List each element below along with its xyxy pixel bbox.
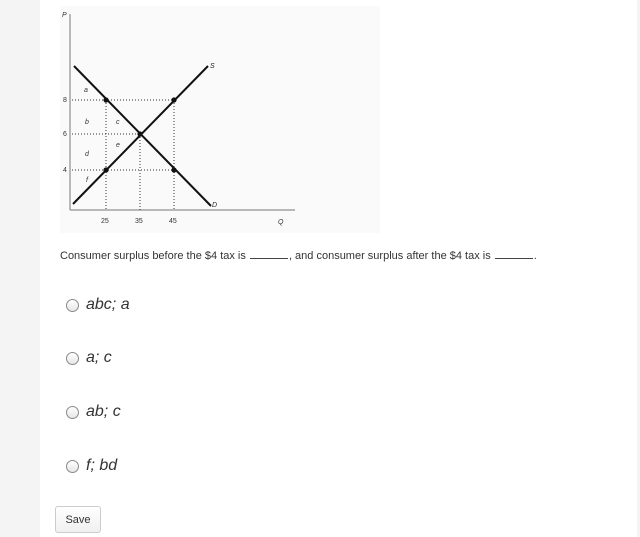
- region-f: f: [86, 177, 88, 184]
- question-prompt: [60, 249, 537, 262]
- option-4-label: f; bd: [86, 457, 118, 474]
- answer-blank-2: [495, 249, 533, 259]
- y-tick-8: 8: [63, 97, 67, 104]
- option-1-label: abc; a: [86, 296, 130, 313]
- point-supply-25: [103, 167, 108, 172]
- point-supply-45: [171, 97, 176, 102]
- option-4[interactable]: [66, 456, 117, 476]
- y-tick-4: 4: [63, 167, 67, 174]
- region-d: d: [85, 151, 89, 158]
- answer-blank-1: [250, 249, 288, 259]
- option-2-radio[interactable]: [66, 352, 79, 365]
- question-part-1: Consumer surplus before the $4 tax is: [60, 250, 249, 262]
- point-demand-25: [103, 97, 108, 102]
- region-b: b: [85, 119, 89, 126]
- option-1-radio[interactable]: [66, 299, 79, 312]
- quiz-page: [40, 0, 637, 537]
- question-part-2: , and consumer surplus after the $4 tax is: [288, 250, 494, 262]
- option-4-radio[interactable]: [66, 460, 79, 473]
- demand-label: D: [212, 202, 218, 209]
- region-e: e: [116, 142, 120, 149]
- region-c: c: [116, 119, 120, 126]
- axis-label-q: Q: [278, 219, 284, 226]
- x-tick-35: 35: [135, 218, 143, 225]
- axis-label-p: P: [62, 12, 67, 19]
- option-3-radio[interactable]: [66, 406, 79, 419]
- save-button[interactable]: Save: [55, 506, 101, 533]
- option-2-label: a; c: [86, 349, 112, 366]
- region-a: a: [84, 87, 88, 94]
- point-demand-45: [171, 167, 176, 172]
- option-2[interactable]: [66, 348, 112, 368]
- x-tick-25: 25: [101, 218, 109, 225]
- option-3-label: ab; c: [86, 403, 121, 420]
- question-part-3: .: [533, 250, 537, 262]
- demand-curve: [74, 66, 211, 206]
- supply-label: S: [210, 63, 215, 70]
- graph-svg: [60, 6, 380, 233]
- x-tick-45: 45: [169, 218, 177, 225]
- option-1[interactable]: [66, 295, 130, 315]
- y-tick-6: 6: [63, 131, 67, 138]
- option-3[interactable]: [66, 402, 121, 422]
- point-equilibrium: [137, 131, 142, 136]
- supply-demand-graph: [60, 6, 380, 233]
